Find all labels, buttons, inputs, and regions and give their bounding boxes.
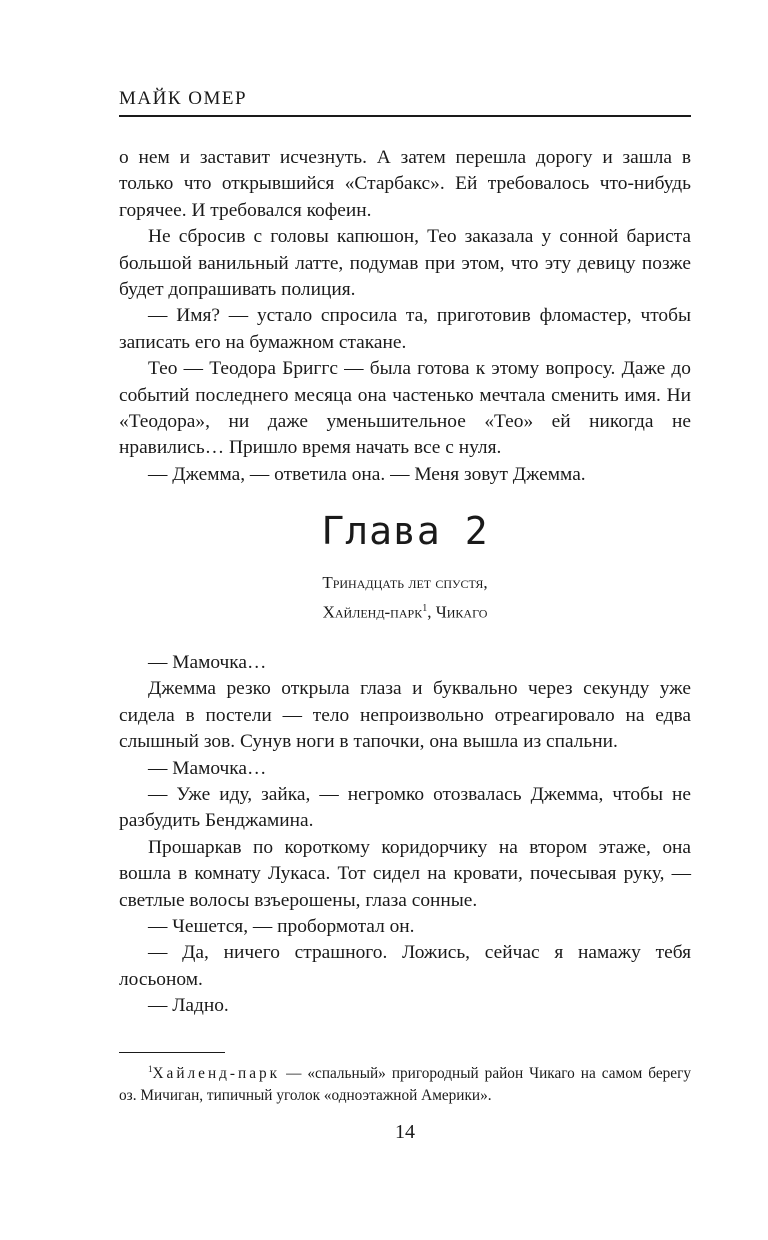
subtitle-line: Тринадцать лет спустя, <box>322 573 488 592</box>
chapter-title: Глава 2 <box>321 509 489 553</box>
paragraph: — Уже иду, зайка, — негромко отозвалась Джемма, чтобы не разбудить Бенджамина. <box>119 784 691 832</box>
footnote-mark[interactable]: 1 <box>422 603 428 614</box>
footnote-rule <box>119 1052 225 1053</box>
paragraph: — Мамочка… <box>148 757 267 779</box>
paragraph: Джемма резко открыла глаза и буквально через секунду уже сидела в постели — тело непроизвольно отреагировало на едва слышный зов. Сунув ноги в тапочки, она вышла из спальни. <box>119 678 691 753</box>
body-text-top <box>119 145 691 488</box>
paragraph: — Имя? — устало спросила та, приготовив фломастер, чтобы записать его на бумажном стакане. <box>119 305 691 353</box>
footnote-text: — «спальный» пригородный район Чикаго на самом берегу оз. Мичиган, типичный уголок «одноэтажной Америки». <box>119 1065 691 1105</box>
subtitle-place: Хайленд-парк <box>322 602 423 622</box>
body-text-bottom <box>119 650 691 1020</box>
paragraph: о нем и заставит исчезнуть. А затем перешла дорогу и зашла в только что открывшийся «Старбакс». Ей требовалось что-нибудь горячее. И требовался кофеин. <box>119 147 691 221</box>
paragraph: — Ладно. <box>148 995 229 1017</box>
subtitle-line <box>119 596 691 626</box>
subtitle-city: , Чикаго <box>427 602 488 622</box>
footnote-number: 1 <box>148 1064 153 1074</box>
paragraph: Прошаркав по короткому коридорчику на втором этаже, она вошла в комнату Лукаса. Тот сидел на кровати, почесывая руку, — светлые волосы взъерошены, глаза сонные. <box>119 836 691 911</box>
page-number: 14 <box>395 1121 415 1143</box>
paragraph: Тео — Теодора Бриггс — была готова к этому вопросу. Даже до событий последнего месяца она частенько мечтала сменить имя. Ни «Теодора», ни даже уменьшительное «Тео» ей никогда не нравились… Пришло время начать все с нуля. <box>119 358 691 459</box>
paragraph: — Джемма, — ответила она. — Меня зовут Джемма. <box>148 463 586 485</box>
footnote <box>119 1058 691 1107</box>
footnote-term: Хайленд-парк <box>152 1065 281 1083</box>
paragraph: — Да, ничего страшного. Ложись, сейчас я намажу тебя лосьоном. <box>119 942 691 990</box>
chapter-subtitle <box>119 570 691 626</box>
paragraph: — Мамочка… <box>148 652 267 673</box>
paragraph: Не сбросив с головы капюшон, Тео заказала у сонной бариста большой ванильный латте, подумав при этом, что эту девицу позже будет допрашивать полиция. <box>119 226 691 301</box>
running-head: МАЙК ОМЕР <box>119 88 691 117</box>
paragraph: — Чешется, — пробормотал он. <box>148 916 415 938</box>
